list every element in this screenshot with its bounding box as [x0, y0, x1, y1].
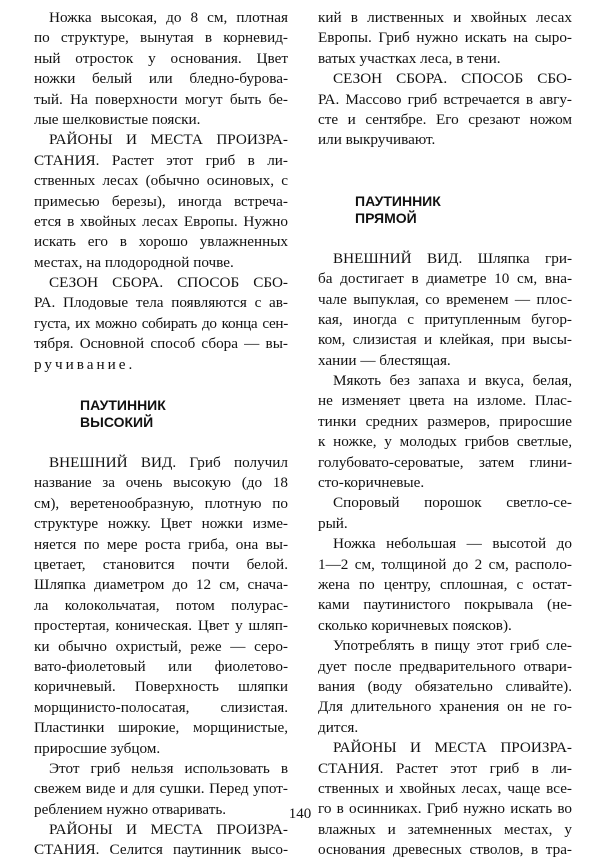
right-paragraph-appearance [318, 249, 572, 371]
text-line: приросшие зубцом. [34, 739, 161, 757]
text-line: РАЙОНЫ И МЕСТА ПРОИЗРА- [333, 739, 572, 757]
text-line: не изменяет цвета на изломе. Плас- [318, 392, 572, 410]
right-column [318, 8, 572, 860]
text-line: вато-фиолетовый или фиолетово- [34, 657, 288, 675]
text-line: ручивание. [34, 355, 136, 373]
text-line: РА. Плодовые тела появляются с ав- [34, 294, 288, 312]
section-title-line: ПАУТИННИК [80, 397, 166, 414]
right-paragraph-habitat [318, 738, 572, 860]
section-title-line: ПАУТИННИК [355, 192, 441, 209]
text-line: Споровый порошок светло-се- [333, 494, 572, 512]
text-line: густа, их можно собирать до конца сен- [34, 314, 288, 332]
text-line: ственных лесах (обычно осиновых, с [34, 172, 288, 190]
text-line: свежем виде и для сушки. Перед упот- [34, 780, 288, 798]
text-line: тября. Основной способ сбора — вы- [34, 335, 288, 353]
text-line: ком, слизистая и клейкая, при высы- [318, 331, 572, 349]
text-line: к ножке, у молодых грибов светлые, [318, 433, 572, 451]
text-line: Европы. Гриб нужно искать на сыро- [318, 29, 572, 47]
text-line: см), веретенообразную, плотную по [34, 494, 288, 512]
text-line: название за очень высокую (до 18 [34, 474, 288, 492]
right-paragraph-continued [318, 8, 572, 69]
left-paragraph-season [34, 273, 288, 375]
text-line: морщинисто-полосатая, слизистая. [34, 698, 288, 716]
text-line: няется по мере роста гриба, она вы- [34, 535, 288, 553]
right-paragraph-stem [318, 534, 572, 636]
text-line: дует после предварительного отвари- [318, 657, 572, 675]
text-line: цветает, становится почти белой. [34, 555, 288, 573]
text-line: сто-коричневые. [318, 474, 425, 492]
text-line: Употреблять в пищу этот гриб сле- [333, 637, 572, 655]
text-line: СТАНИЯ. Растет этот гриб в ли- [318, 759, 572, 777]
text-line: влажных и затемненных местах, у [318, 820, 572, 838]
text-line: Пластинки широкие, морщинистые, [34, 719, 288, 737]
text-line: ВНЕШНИЙ ВИД. Гриб получил [49, 454, 288, 472]
text-line: Ножка небольшая — высотой до [333, 535, 572, 553]
text-line: кая, иногда с притупленным бугор- [318, 310, 572, 328]
text-line: по структуре, вынутая в корневид- [34, 29, 288, 47]
text-line: Мякоть без запаха и вкуса, белая, [333, 372, 572, 390]
section-title-line: ПРЯМОЙ [355, 209, 417, 226]
text-line: жена по центру, сплошная, с остат- [318, 575, 572, 593]
right-paragraph-flesh [318, 371, 572, 493]
text-line: коричневый. Поверхность шляпки [34, 678, 288, 696]
text-line: искать его в хорошо увлажненных [34, 233, 288, 251]
right-paragraph-season [318, 69, 572, 151]
left-section-heading [34, 397, 288, 431]
text-line: тинки средних размеров, приросшие [318, 412, 572, 430]
text-line: РАЙОНЫ И МЕСТА ПРОИЗРА- [49, 821, 288, 839]
left-paragraph-habitat-2 [34, 820, 288, 861]
text-line: примесью березы), иногда встреча- [34, 192, 288, 210]
text-line: дится. [318, 718, 359, 736]
text-line: ками паутинистого покрывала (не- [318, 596, 572, 614]
text-line: СЕЗОН СБОРА. СПОСОБ СБО- [49, 274, 288, 292]
text-line: Ножка высокая, до 8 см, плотная [49, 9, 288, 26]
text-line: СЕЗОН СБОРА. СПОСОБ СБО- [333, 70, 572, 88]
text-line: го в осинниках. Гриб нужно искать во [318, 800, 572, 818]
text-line: ВНЕШНИЙ ВИД. Шляпка гри- [333, 249, 572, 267]
text-line: реблением нужно отваривать. [34, 800, 227, 818]
text-line: или выкручивают. [318, 131, 436, 149]
text-line: ватых участках леса, в тени. [318, 49, 501, 67]
text-line: ла колокольчатая, потом полурас- [34, 596, 288, 614]
left-paragraph-stem-description [34, 8, 288, 130]
text-line: СТАНИЯ. Селится паутинник высо- [34, 841, 288, 859]
text-line: ки обычно охристый, реже — серо- [34, 637, 288, 655]
text-line: вания (воду обязательно сливайте). [318, 677, 572, 695]
text-line: Для длительного хранения он не го- [318, 698, 572, 716]
text-line: ба достигает в диаметре 10 см, вна- [318, 270, 572, 288]
text-line: простертая, коническая. Цвет у шляп- [34, 617, 288, 635]
text-line: РА. Массово гриб встречается в авгу- [318, 90, 572, 108]
text-line: ный отросток у основания. Цвет [34, 49, 288, 67]
page-number: 140 [288, 806, 312, 822]
text-line: РАЙОНЫ И МЕСТА ПРОИЗРА- [49, 131, 288, 149]
text-line: ется в хвойных лесах Европы. Нужно [34, 212, 288, 230]
text-line: кий в лиственных и хвойных лесах [318, 9, 572, 26]
text-line: основания древесных стволов, в тра- [318, 841, 572, 859]
text-line: Этот гриб нельзя использовать в [49, 759, 288, 777]
right-paragraph-spores [318, 493, 572, 534]
right-paragraph-usage [318, 636, 572, 738]
text-line: Шляпка диаметром до 12 см, снача- [34, 576, 288, 594]
section-title-line: ВЫСОКИЙ [80, 414, 154, 431]
right-section-heading [318, 193, 572, 227]
left-column [34, 8, 288, 861]
text-line: 1—2 см, толщиной до 2 см, располо- [318, 555, 572, 573]
text-line: голубовато-сероватые, затем глини- [318, 453, 572, 471]
text-line: ственных и хвойных лесах, чаще все- [318, 779, 572, 797]
text-line: СТАНИЯ. Растет этот гриб в ли- [34, 151, 288, 169]
text-line: тый. На поверхности могут быть бе- [34, 90, 288, 108]
text-line: лые шелковистые пояски. [34, 110, 201, 128]
left-paragraph-habitat [34, 130, 288, 273]
text-line: сте и сентябре. Его срезают ножом [318, 110, 572, 128]
text-line: ножки белый или бледно-бурова- [34, 70, 288, 88]
text-line: хании — блестящая. [318, 351, 451, 369]
text-line: местах, на плодородной почве. [34, 253, 234, 271]
text-line: чале выпуклая, со временем — плос- [318, 290, 572, 308]
text-line: сколько коричневых поясков). [318, 616, 512, 634]
text-line: рый. [318, 514, 348, 532]
text-line: структуре ножку. Цвет ножки изме- [34, 515, 288, 533]
left-paragraph-appearance [34, 453, 288, 759]
